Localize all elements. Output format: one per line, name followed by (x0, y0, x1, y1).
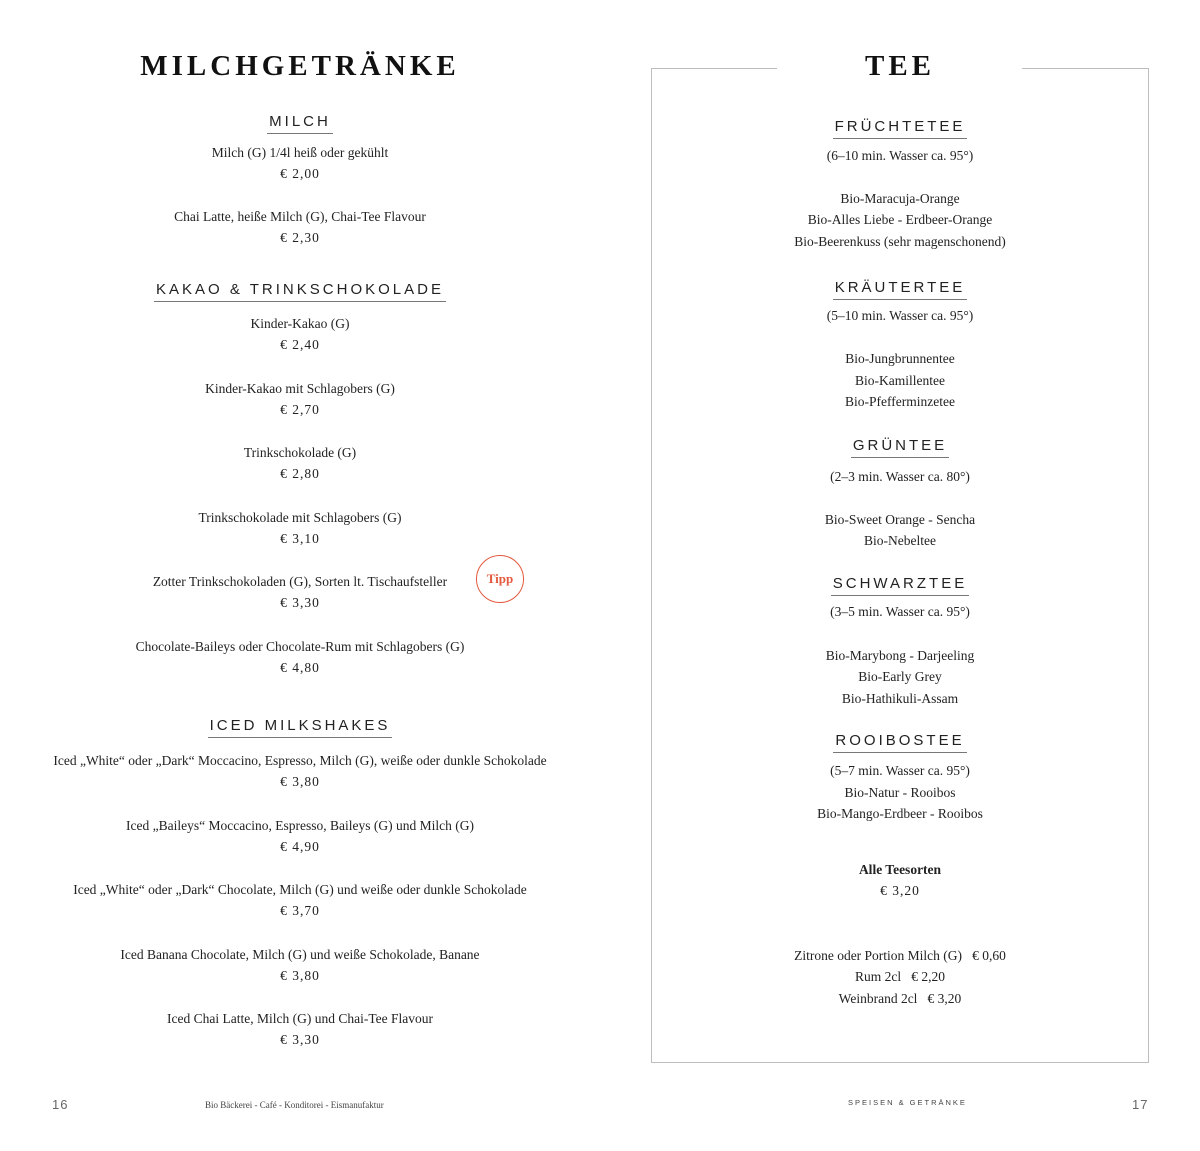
footer-text: Bio Bäckerei - Café - Konditorei - Eismanufaktur (205, 1100, 384, 1110)
menu-item (0, 442, 600, 484)
section-heading-kakao: KAKAO & TRINKSCHOKOLADE (0, 279, 600, 302)
item-name: Chocolate-Baileys oder Chocolate-Rum mit Schlagobers (G) (135, 639, 465, 654)
item-price: € 3,70 (280, 903, 320, 918)
menu-item (0, 378, 600, 420)
item-price: € 2,00 (280, 166, 320, 181)
page-number: 17 (1132, 1097, 1149, 1112)
extra-item: Zitrone oder Portion Milch (G) € 0,60 (794, 948, 1006, 963)
section-heading-fruechtetee: FRÜCHTETEE (600, 116, 1200, 139)
menu-item (0, 206, 600, 248)
tea-item: Bio-Sweet Orange - Sencha (824, 512, 976, 527)
item-price: € 2,70 (280, 402, 320, 417)
menu-item (0, 815, 600, 857)
item-name: Iced „White“ oder „Dark“ Chocolate, Milch (G) und weiße oder dunkle Schokolade (73, 882, 527, 897)
item-price: € 4,90 (280, 839, 320, 854)
tea-item: Bio-Marybong - Darjeeling (825, 648, 975, 663)
tea-item: Bio-Natur - Rooibos (844, 785, 956, 800)
menu-item (0, 1008, 600, 1050)
brew-note: (2–3 min. Wasser ca. 80°) (830, 469, 970, 484)
section-heading-kraeutertee: KRÄUTERTEE (600, 277, 1200, 300)
item-price: € 2,30 (280, 230, 320, 245)
item-name: Kinder-Kakao mit Schlagobers (G) (205, 381, 395, 396)
menu-item (0, 636, 600, 678)
tea-item: Bio-Kamillentee (855, 373, 945, 388)
item-name: Iced Chai Latte, Milch (G) und Chai-Tee Flavour (167, 1011, 433, 1026)
item-price: € 3,30 (280, 595, 320, 610)
item-name: Trinkschokolade (G) (243, 445, 357, 460)
item-name: Kinder-Kakao (G) (250, 316, 350, 331)
item-price: € 2,40 (280, 337, 320, 352)
item-name: Milch (G) 1/4l heiß oder gekühlt (211, 145, 389, 160)
section-heading-iced: ICED MILKSHAKES (0, 715, 600, 738)
menu-item (0, 750, 600, 792)
item-name: Iced Banana Chocolate, Milch (G) und weiße Schokolade, Banane (120, 947, 480, 962)
tea-item: Bio-Early Grey (858, 669, 942, 684)
tea-item: Bio-Alles Liebe - Erdbeer-Orange (807, 212, 993, 227)
item-price: € 3,80 (280, 774, 320, 789)
extra-item: Weinbrand 2cl € 3,20 (838, 991, 962, 1006)
tea-item: Bio-Nebeltee (864, 533, 936, 548)
page-number: 16 (52, 1097, 69, 1112)
item-price: € 3,30 (280, 1032, 320, 1047)
tea-item: Bio-Hathikuli-Assam (841, 691, 959, 706)
item-name: Trinkschokolade mit Schlagobers (G) (198, 510, 402, 525)
menu-item (0, 507, 600, 549)
item-price: € 3,80 (280, 968, 320, 983)
tea-item: Bio-Mango-Erdbeer - Rooibos (817, 806, 983, 821)
menu-item (0, 879, 600, 921)
right-page (600, 0, 1200, 1151)
item-price: € 2,80 (280, 466, 320, 481)
section-heading-schwarztee: SCHWARZTEE (600, 573, 1200, 596)
section-heading-gruentee: GRÜNTEE (600, 435, 1200, 458)
tea-item: Bio-Maracuja-Orange (840, 191, 960, 206)
item-price: € 4,80 (280, 660, 320, 675)
tea-item: Bio-Pfefferminzetee (845, 394, 955, 409)
brew-note: (5–10 min. Wasser ca. 95°) (826, 308, 974, 323)
item-price: € 3,10 (280, 531, 320, 546)
page-title-tee: TEE (864, 50, 936, 82)
brew-note: (3–5 min. Wasser ca. 95°) (830, 604, 970, 619)
tea-item: Bio-Beerenkuss (sehr magenschonend) (794, 234, 1006, 249)
section-heading-rooibostee: ROOIBOSTEE (600, 730, 1200, 753)
footer-text: SPEISEN & GETRÄNKE (848, 1098, 967, 1107)
page-title-milchgetraenke: MILCHGETRÄNKE (140, 50, 460, 82)
menu-item (0, 142, 600, 184)
item-name: Iced „White“ oder „Dark“ Moccacino, Espresso, Milch (G), weiße oder dunkle Schokolade (53, 753, 547, 768)
brew-note: (5–7 min. Wasser ca. 95°) (830, 763, 970, 778)
section-heading-milch: MILCH (0, 111, 600, 134)
extra-item: Rum 2cl € 2,20 (855, 969, 945, 984)
item-name: Zotter Trinkschokoladen (G), Sorten lt. Tischaufsteller (152, 574, 448, 589)
all-teas-label: Alle Teesorten (858, 862, 942, 877)
brew-note: (6–10 min. Wasser ca. 95°) (826, 148, 974, 163)
item-name: Chai Latte, heiße Milch (G), Chai-Tee Flavour (174, 209, 426, 224)
menu-item (0, 944, 600, 986)
item-name: Iced „Baileys“ Moccacino, Espresso, Baileys (G) und Milch (G) (126, 818, 474, 833)
menu-item (0, 313, 600, 355)
tea-item: Bio-Jungbrunnentee (845, 351, 955, 366)
tipp-badge: Tipp (476, 555, 524, 603)
all-teas-price: € 3,20 (880, 883, 920, 898)
